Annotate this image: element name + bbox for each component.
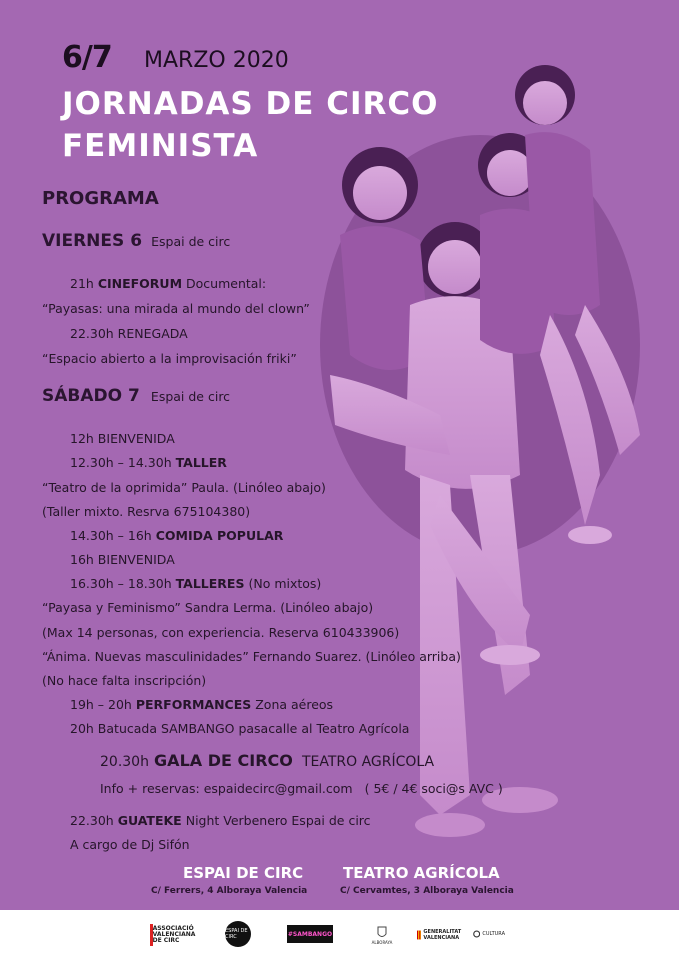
saturday-line-7 xyxy=(70,576,321,591)
gala-title: GALA DE CIRCO xyxy=(154,751,293,770)
saturday-line-2 xyxy=(70,455,227,470)
logo-4-text: ALBORAYA xyxy=(371,939,393,945)
saturday-line-8: “Payasa y Feminismo” Sandra Lerma. (Linóleo abajo) xyxy=(42,600,374,615)
guateke-time: 22.30h xyxy=(70,813,114,828)
info-line xyxy=(100,781,503,796)
saturday-l12-time: 19h – 20h xyxy=(70,697,132,712)
friday-l1-time: 21h xyxy=(70,276,94,291)
logo-alboraya xyxy=(372,922,392,948)
saturday-l7-time: 16.30h – 18.30h xyxy=(70,576,172,591)
saturday-line-10: “Ánima. Nuevas masculinidades” Fernando Suarez. (Linóleo arriba) xyxy=(42,649,461,664)
logo-6-text: CULTURA xyxy=(482,931,505,937)
dj-line: A cargo de Dj Sifón xyxy=(70,837,190,852)
friday-line-3: 22.30h RENEGADA xyxy=(70,326,188,341)
title-line-1: JORNADAS DE CIRCO xyxy=(62,86,439,122)
guateke-rest: Night Verbenero Espai de circ xyxy=(185,813,371,828)
saturday-line-9: (Max 14 personas, con experiencia. Reserva 610433906) xyxy=(42,625,400,640)
friday-place: Espai de circ xyxy=(151,234,231,249)
logo-associacio-valenciana-circ xyxy=(150,924,196,946)
friday-l1-rest: Documental: xyxy=(186,276,267,291)
info-reservas: Info + reservas: espaidecirc@gmail.com xyxy=(100,781,353,796)
saturday-l2-bold: TALLER xyxy=(175,455,227,470)
saturday-l2-time: 12.30h – 14.30h xyxy=(70,455,172,470)
date-days: 6/7 xyxy=(62,40,112,75)
logo-institut-cultura xyxy=(473,926,505,942)
ic-circle-icon xyxy=(473,929,480,939)
date-month-year: MARZO 2020 xyxy=(144,48,289,73)
shield-icon xyxy=(377,926,387,940)
friday-header xyxy=(42,231,230,251)
coat-of-arms-icon xyxy=(417,927,421,943)
gala-place: TEATRO AGRÍCOLA xyxy=(301,754,435,770)
saturday-l7-rest: (No mixtos) xyxy=(248,576,322,591)
sponsor-footer xyxy=(0,910,679,960)
venue-2-name: TEATRO AGRÍCOLA xyxy=(343,864,500,882)
saturday-line-5 xyxy=(70,528,283,543)
friday-l1-bold: CINEFORUM xyxy=(97,276,183,291)
saturday-line-6: 16h BIENVENIDA xyxy=(70,552,175,567)
logo-2-text: ESPAI DE CIRC xyxy=(225,928,248,940)
saturday-l5-bold: COMIDA POPULAR xyxy=(155,528,284,543)
venue-1-name: ESPAI DE CIRC xyxy=(183,864,304,882)
guateke-line xyxy=(70,813,371,828)
saturday-l12-rest: Zona aéreos xyxy=(255,697,334,712)
saturday-line-13: 20h Batucada SAMBANGO pasacalle al Teatro Agrícola xyxy=(70,721,410,736)
saturday-header xyxy=(42,386,230,406)
saturday-line-4: (Taller mixto. Resrva 675104380) xyxy=(42,504,251,519)
friday-line-1 xyxy=(70,276,266,291)
info-price: ( 5€ / 4€ soci@s AVC ) xyxy=(364,781,503,796)
logo-generalitat-valenciana xyxy=(417,924,465,946)
friday-line-2: “Payasas: una mirada al mundo del clown” xyxy=(42,301,310,316)
saturday-line-12 xyxy=(70,697,333,712)
friday-line-4: “Espacio abierto a la improvisación friki” xyxy=(42,351,297,366)
title-line-2: FEMINISTA xyxy=(62,128,259,164)
saturday-l5-time: 14.30h – 16h xyxy=(70,528,152,543)
program-heading: PROGRAMA xyxy=(42,188,159,209)
gala-line xyxy=(100,751,434,770)
saturday-l12-bold: PERFORMANCES xyxy=(135,697,252,712)
saturday-line-11: (No hace falta inscripción) xyxy=(42,673,207,688)
venue-1-address: C/ Ferrers, 4 Alboraya Valencia xyxy=(151,886,308,896)
logo-espai-de-circ xyxy=(225,921,251,947)
logo-5-text: GENERALITAT VALENCIANA xyxy=(423,929,462,941)
logo-sambango xyxy=(287,925,333,943)
guateke-bold: GUATEKE xyxy=(117,813,182,828)
venue-2-address: C/ Cervamtes, 3 Alboraya Valencia xyxy=(340,886,514,896)
saturday-day: SÁBADO 7 xyxy=(42,386,140,406)
saturday-line-3: “Teatro de la oprimida” Paula. (Linóleo abajo) xyxy=(42,480,326,495)
saturday-line-1: 12h BIENVENIDA xyxy=(70,431,175,446)
logo-3-text: #SAMBANGO xyxy=(287,930,333,938)
gala-time: 20.30h xyxy=(100,754,149,770)
friday-day: VIERNES 6 xyxy=(42,231,143,251)
saturday-l7-bold: TALLERES xyxy=(175,576,245,591)
logo-1-text: ASSOCIACIÓ VALENCIANA DE CIRC xyxy=(152,925,196,944)
saturday-place: Espai de circ xyxy=(150,389,231,404)
